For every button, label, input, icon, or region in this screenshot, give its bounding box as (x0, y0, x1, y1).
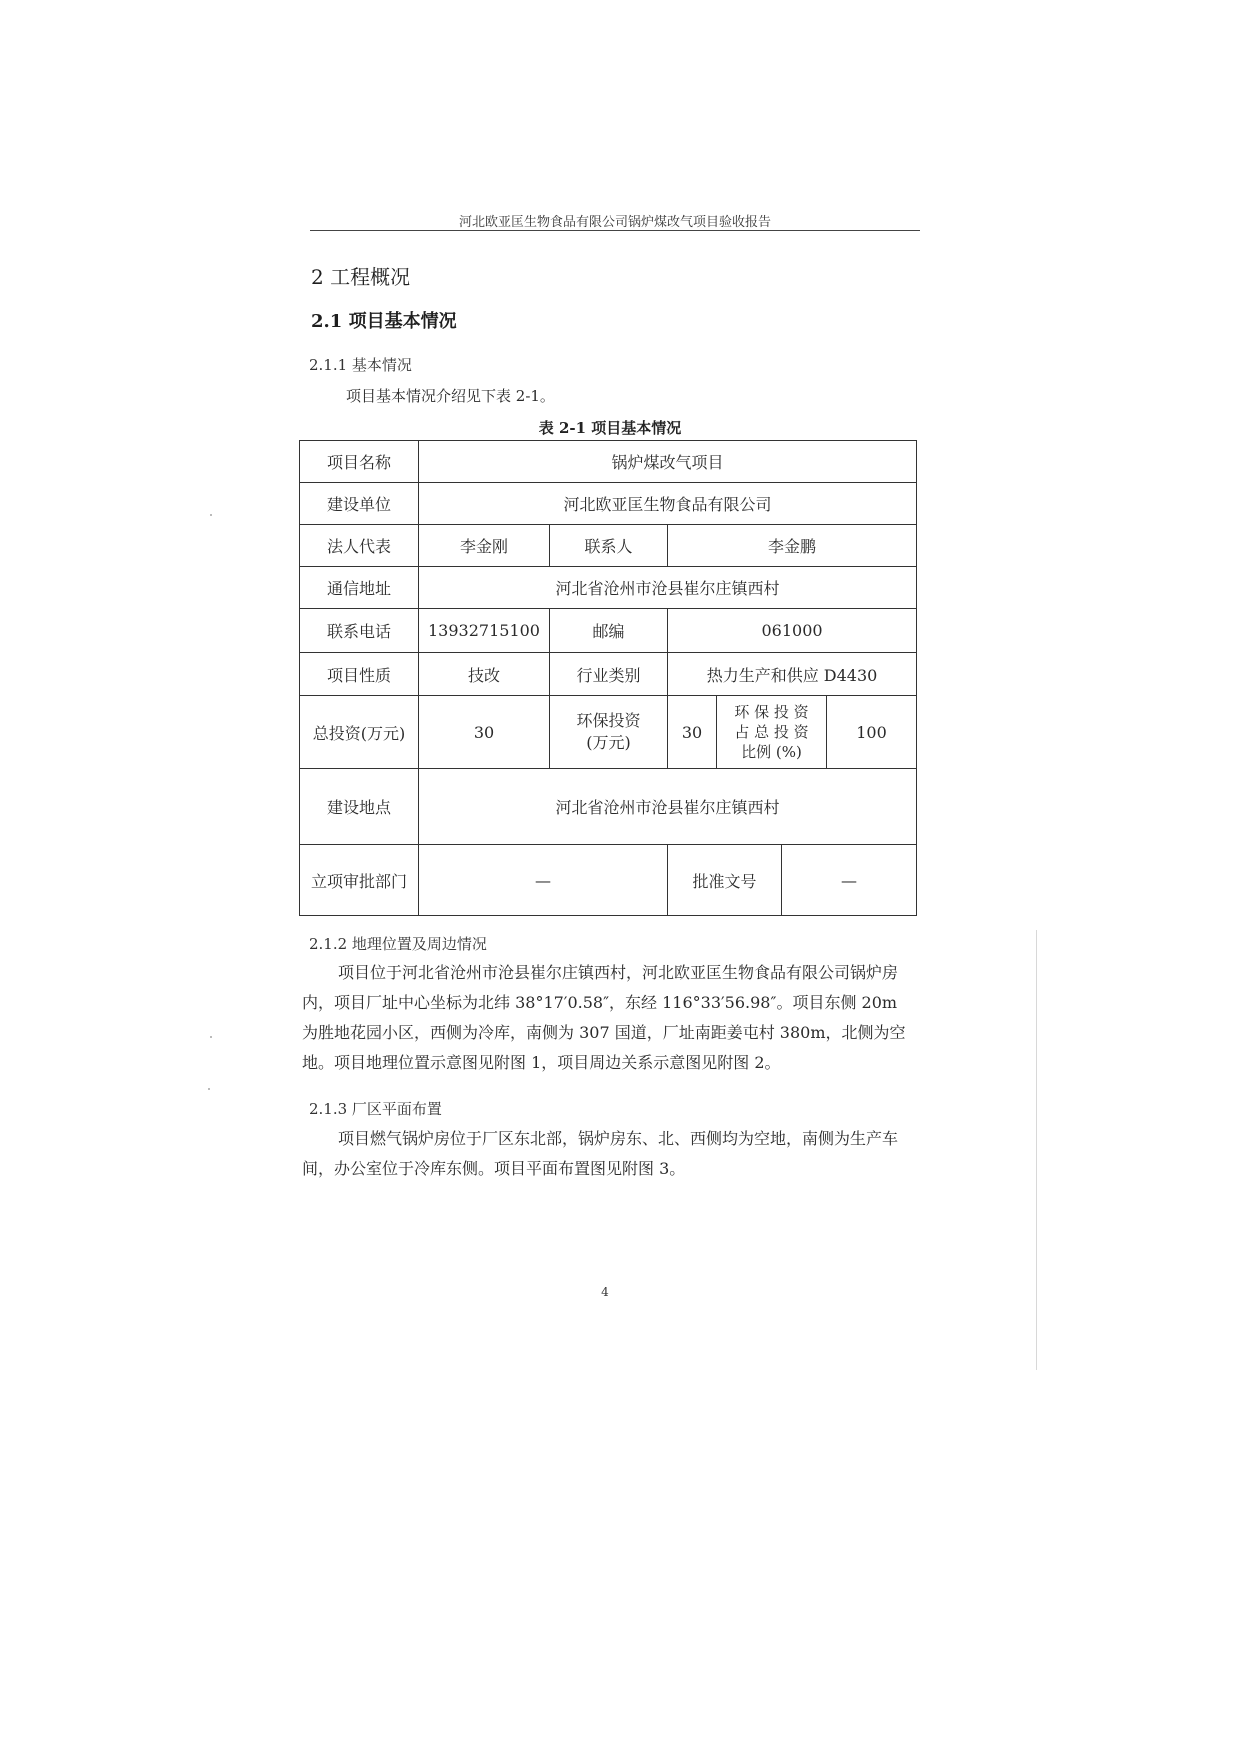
scan-edge-line (1036, 930, 1037, 1370)
layout-paragraph: 项目燃气锅炉房位于厂区东北部，锅炉房东、北、西侧均为空地，南侧为生产车间，办公室位于冷库东侧。项目平面布置图见附图 3。 (302, 1129, 899, 1178)
env-invest-label-line2: (万元) (586, 733, 631, 752)
ratio-label-line2: 占 总 投 资 (734, 723, 809, 741)
scan-speck (210, 1036, 212, 1038)
approval-dept-label: 立项审批部门 (300, 845, 419, 916)
site-label: 建设地点 (300, 769, 419, 845)
page-number: 4 (601, 1285, 609, 1299)
project-name-value: 锅炉煤改气项目 (419, 441, 917, 483)
subsection-title-location: 2.1.2 地理位置及周边情况 (309, 935, 487, 953)
approval-no-value: — (782, 845, 917, 916)
total-invest-value: 30 (419, 696, 550, 769)
ratio-label (717, 696, 827, 769)
env-invest-label-line1: 环保投资 (576, 711, 641, 730)
table-row (300, 696, 917, 769)
phone-value: 13932715100 (419, 609, 550, 653)
industry-label: 行业类别 (550, 653, 668, 696)
table-row (300, 609, 917, 653)
legal-rep-value: 李金刚 (419, 525, 550, 567)
contact-label: 联系人 (550, 525, 668, 567)
table-row (300, 567, 917, 609)
table-row (300, 845, 917, 916)
legal-rep-label: 法人代表 (300, 525, 419, 567)
project-info-table (299, 440, 917, 916)
builder-label: 建设单位 (300, 483, 419, 525)
env-invest-label (550, 696, 668, 769)
table-row (300, 769, 917, 845)
table-row (300, 483, 917, 525)
approval-no-label: 批准文号 (668, 845, 782, 916)
env-invest-value: 30 (668, 696, 717, 769)
table-row (300, 525, 917, 567)
contact-value: 李金鹏 (668, 525, 917, 567)
table-row (300, 441, 917, 483)
section-title: 2.1 项目基本情况 (311, 311, 457, 332)
scan-speck (208, 1088, 210, 1090)
address-value: 河北省沧州市沧县崔尔庄镇西村 (419, 567, 917, 609)
table-intro-text: 项目基本情况介绍见下表 2-1。 (346, 387, 555, 405)
phone-label: 联系电话 (300, 609, 419, 653)
site-value: 河北省沧州市沧县崔尔庄镇西村 (419, 769, 917, 845)
postcode-value: 061000 (668, 609, 917, 653)
running-header: 河北欧亚匡生物食品有限公司锅炉煤改气项目验收报告 (458, 215, 771, 230)
nature-label: 项目性质 (300, 653, 419, 696)
subsection-title-layout: 2.1.3 厂区平面布置 (309, 1100, 442, 1118)
table-row (300, 653, 917, 696)
nature-value: 技改 (419, 653, 550, 696)
ratio-label-line1: 环 保 投 资 (734, 703, 809, 721)
header-rule (310, 230, 920, 231)
address-label: 通信地址 (300, 567, 419, 609)
ratio-label-line3: 比例 (%) (741, 743, 802, 761)
scan-speck (210, 514, 212, 516)
project-name-label: 项目名称 (300, 441, 419, 483)
approval-dept-value: — (419, 845, 668, 916)
table-caption: 表 2-1 项目基本情况 (538, 419, 682, 437)
builder-value: 河北欧亚匡生物食品有限公司 (419, 483, 917, 525)
postcode-label: 邮编 (550, 609, 668, 653)
ratio-value: 100 (827, 696, 917, 769)
chapter-title: 2 工程概况 (311, 265, 411, 289)
subsection-title-basic: 2.1.1 基本情况 (309, 356, 412, 374)
industry-value: 热力生产和供应 D4430 (668, 653, 917, 696)
location-paragraph: 项目位于河北省沧州市沧县崔尔庄镇西村，河北欧亚匡生物食品有限公司锅炉房内，项目厂址中心坐标为北纬 38°17′0.58″，东经 116°33′56.98″。项目东侧 20m 为胜地花园小区，西侧为冷库，南侧为 307 国道，厂址南距姜屯村 380m，北侧为空地。项目地理位置示意图见附图 1，项目周边关系示意图见附图 2。 (302, 963, 906, 1072)
total-invest-label: 总投资(万元) (300, 696, 419, 769)
